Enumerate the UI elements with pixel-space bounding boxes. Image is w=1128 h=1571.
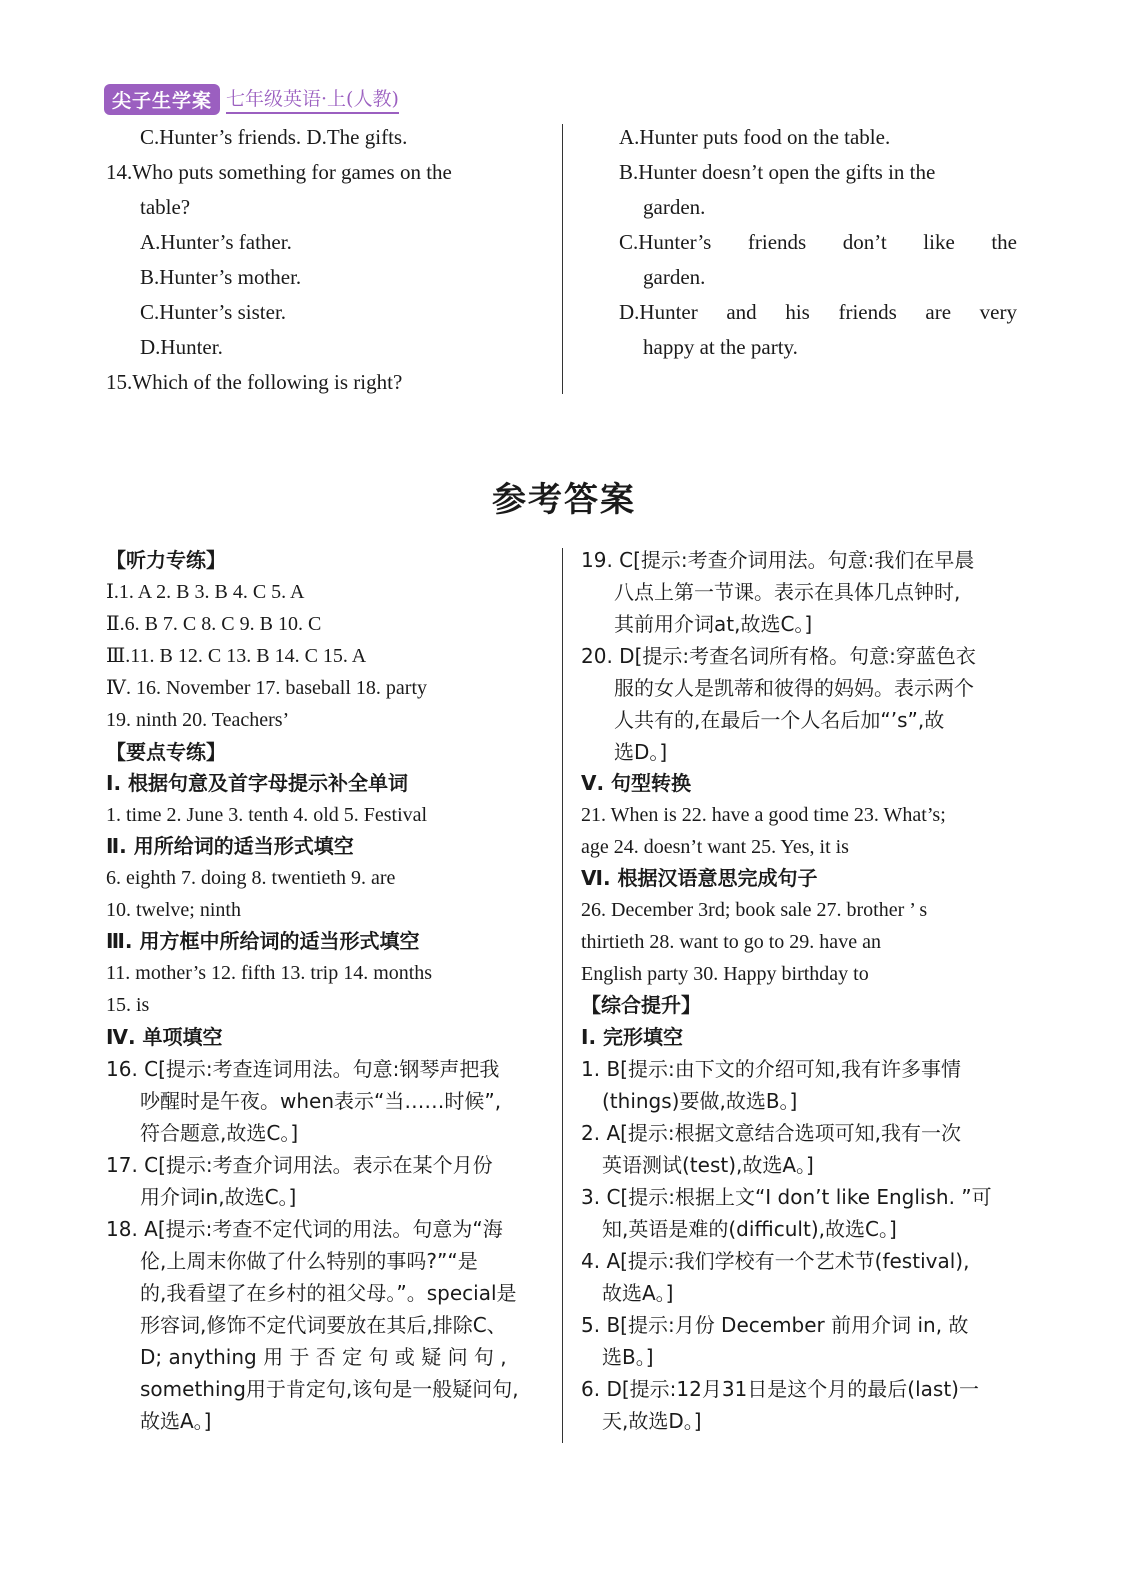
- answer-line: 伦,上周末你做了什么特别的事吗?”“是: [140, 1249, 478, 1273]
- answer-line: 英语测试(test),故选A。]: [602, 1153, 814, 1177]
- subsection-heading: Ⅵ. 根据汉语意思完成句子: [581, 866, 818, 890]
- subsection-heading: Ⅴ. 句型转换: [581, 771, 692, 795]
- answer-line: something用于肯定句,该句是一般疑问句,: [140, 1377, 519, 1401]
- answer-line: age 24. doesn’t want 25. Yes, it is: [581, 836, 849, 858]
- answer-line: Ⅱ.6. B 7. C 8. C 9. B 10. C: [106, 613, 322, 635]
- answer-line: 形容词,修饰不定代词要放在其后,排除C、: [140, 1313, 507, 1337]
- section-heading: 【综合提升】: [581, 993, 701, 1017]
- answer-line: 天,故选D。]: [602, 1409, 702, 1433]
- question-15: 15.Which of the following is right?: [106, 370, 403, 394]
- answer-line: 21. When is 22. have a good time 23. What’s;: [581, 804, 946, 826]
- answer-line: Ⅲ.11. B 12. C 13. B 14. C 15. A: [106, 645, 367, 667]
- answer-18: 18. A[提示:考查不定代词的用法。句意为“海: [106, 1217, 503, 1241]
- section-heading: 【听力专练】: [106, 548, 226, 572]
- answer-line: D; anything 用 于 否 定 句 或 疑 问 句 ,: [140, 1345, 507, 1369]
- answer-19: 19. C[提示:考查介词用法。句意:我们在早晨: [581, 548, 975, 572]
- question-line: table?: [140, 195, 191, 219]
- subsection-heading: Ⅲ. 用方框中所给词的适当形式填空: [106, 929, 420, 953]
- answer-16: 16. C[提示:考查连词用法。句意:钢琴声把我: [106, 1057, 500, 1081]
- answer-line: 故选A。]: [140, 1409, 212, 1433]
- answer-line: 选D。]: [614, 740, 668, 764]
- answer-line: 符合题意,故选C。]: [140, 1121, 299, 1145]
- option-line: garden.: [643, 195, 706, 219]
- answer-line: 八点上第一节课。表示在具体几点钟时,: [614, 580, 961, 604]
- answer-line: 的,我看望了在乡村的祖父母。”。special是: [140, 1281, 517, 1305]
- subsection-heading: Ⅳ. 单项填空: [106, 1025, 223, 1049]
- answer-line: 故选A。]: [602, 1281, 674, 1305]
- question-14: 14.Who puts something for games on the: [106, 160, 452, 184]
- answer-line: Ⅳ. 16. November 17. baseball 18. party: [106, 677, 428, 699]
- option-d: D.Hunter.: [140, 335, 223, 359]
- cloze-answer-4: 4. A[提示:我们学校有一个艺术节(festival),: [581, 1249, 970, 1273]
- option-line: happy at the party.: [643, 335, 798, 359]
- option-c: C.Hunter’s sister.: [140, 300, 287, 324]
- cloze-answer-1: 1. B[提示:由下文的介绍可知,我有许多事情: [581, 1057, 962, 1081]
- series-header: [104, 84, 399, 114]
- cloze-answer-3: 3. C[提示:根据上文“I don’t like English. ”可: [581, 1185, 992, 1209]
- subsection-heading: Ⅰ. 根据句意及首字母提示补全单词: [106, 771, 409, 795]
- answer-line: 26. December 3rd; book sale 27. brother ’ s: [581, 899, 928, 921]
- answer-line: 19. ninth 20. Teachers’: [106, 709, 290, 731]
- section-heading: 【要点专练】: [106, 740, 226, 764]
- answer-20: 20. D[提示:考查名词所有格。句意:穿蓝色衣: [581, 644, 976, 668]
- answer-line: Ⅰ.1. A 2. B 3. B 4. C 5. A: [106, 581, 305, 603]
- column-divider: [562, 548, 563, 1443]
- answer-line: (things)要做,故选B。]: [602, 1089, 798, 1113]
- answer-line: thirtieth 28. want to go to 29. have an: [581, 931, 881, 953]
- column-divider: [562, 124, 563, 394]
- answer-line: 选B。]: [602, 1345, 654, 1369]
- option-a: A.Hunter’s father.: [140, 230, 292, 254]
- answer-line: 1. time 2. June 3. tenth 4. old 5. Festival: [106, 804, 428, 826]
- option-c: C.Hunter’s friends don’t like the: [619, 230, 1017, 254]
- cloze-answer-5: 5. B[提示:月份 December 前用介词 in, 故: [581, 1313, 969, 1337]
- cloze-answer-2: 2. A[提示:根据文意结合选项可知,我有一次: [581, 1121, 962, 1145]
- answer-line: 人共有的,在最后一个人名后加“’s”,故: [614, 708, 945, 732]
- answer-line: 6. eighth 7. doing 8. twentieth 9. are: [106, 867, 396, 889]
- answer-line: English party 30. Happy birthday to: [581, 963, 869, 985]
- option-d: D.Hunter and his friends are very: [619, 300, 1017, 324]
- answer-line: 15. is: [106, 994, 150, 1016]
- answer-line: 用介词in,故选C。]: [140, 1185, 297, 1209]
- option-b: B.Hunter’s mother.: [140, 265, 302, 289]
- subsection-heading: Ⅰ. 完形填空: [581, 1025, 684, 1049]
- cloze-answer-6: 6. D[提示:12月31日是这个月的最后(last)一: [581, 1377, 979, 1401]
- option-line: C.Hunter’s friends. D.The gifts.: [140, 125, 408, 149]
- answer-line: 11. mother’s 12. fifth 13. trip 14. months: [106, 962, 433, 984]
- answer-line: 10. twelve; ninth: [106, 899, 241, 921]
- answer-17: 17. C[提示:考查介词用法。表示在某个月份: [106, 1153, 493, 1177]
- option-line: garden.: [643, 265, 706, 289]
- option-a: A.Hunter puts food on the table.: [619, 125, 891, 149]
- answer-line: 服的女人是凯蒂和彼得的妈妈。表示两个: [614, 676, 974, 700]
- subsection-heading: Ⅱ. 用所给词的适当形式填空: [106, 834, 354, 858]
- answer-line: 知,英语是难的(difficult),故选C。]: [602, 1217, 897, 1241]
- brand-badge: 尖子生学案: [104, 84, 220, 115]
- answer-line: 其前用介词at,故选C。]: [614, 612, 813, 636]
- answers-title: 参考答案: [492, 480, 636, 520]
- book-subtitle: 七年级英语·上(人教): [226, 84, 399, 114]
- answer-line: 吵醒时是午夜。when表示“当……时候”,: [140, 1089, 502, 1113]
- option-b: B.Hunter doesn’t open the gifts in the: [619, 160, 936, 184]
